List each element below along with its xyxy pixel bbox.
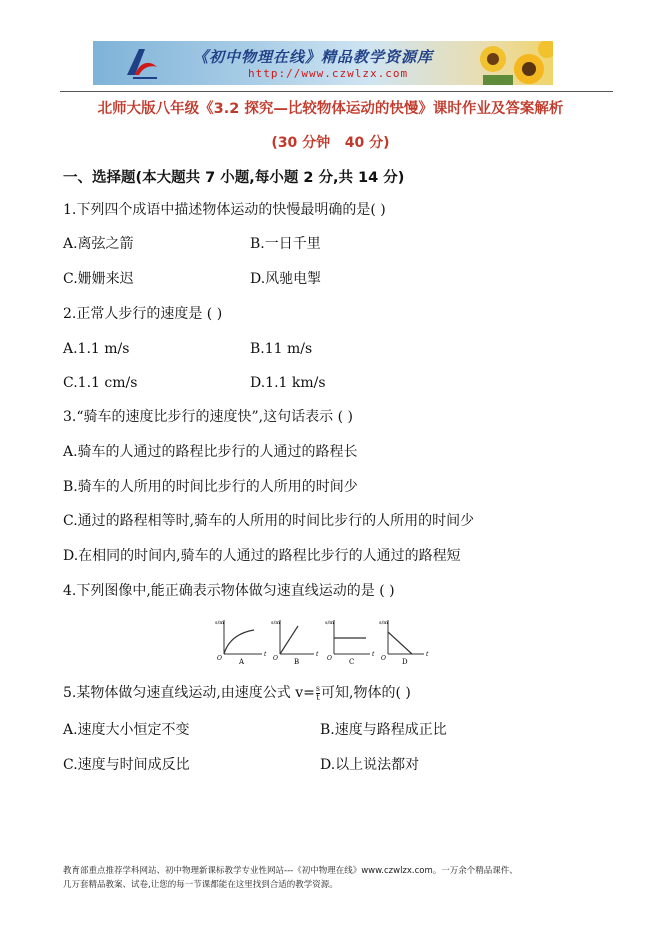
graph-a-label: A (239, 658, 245, 666)
graph-a-xaxis: t (264, 651, 267, 658)
fraction-denominator: t (316, 692, 320, 702)
motion-graphs-figure (214, 618, 434, 668)
q5-option-b: B.速度与路程成正比 (320, 722, 447, 738)
q5-option-c: C.速度与时间成反比 (63, 757, 190, 773)
document-title: 北师大版八年级《3.2 探究—比较物体运动的快慢》课时作业及答案解析 (97, 101, 564, 117)
footer-line-1: 教育部重点推荐学科网站、初中物理新课标教学专业性网站---《初中物理在线》www.czwlzx.com。一万余个精品课件、 (63, 866, 518, 876)
q5-option-a: A.速度大小恒定不变 (63, 722, 190, 738)
graph-b (271, 620, 319, 666)
graph-d-origin: O (381, 655, 386, 662)
question-4-stem: 4.下列图像中,能正确表示物体做匀速直线运动的是 ( ) (63, 583, 395, 599)
q5-option-d: D.以上说法都对 (320, 757, 420, 773)
banner-title: 《初中物理在线》精品教学资源库 (193, 48, 434, 66)
q1-option-c: C.姗姗来迟 (63, 271, 134, 287)
q5-stem-suffix: 可知,物体的( ) (321, 685, 411, 701)
graph-a (215, 620, 267, 666)
question-1-stem: 1.下列四个成语中描述物体运动的快慢最明确的是( ) (63, 202, 386, 218)
q2-option-b: B.11 m/s (250, 341, 313, 357)
graph-b-label: B (294, 658, 300, 666)
speed-formula-fraction (316, 685, 320, 702)
graph-a-yaxis: s/m (215, 620, 224, 626)
page-footer (63, 864, 623, 892)
question-5-stem (63, 684, 411, 702)
header-rule (60, 91, 613, 92)
banner-url[interactable]: http://www.czwlzx.com (248, 67, 409, 80)
q1-option-d: D.风驰电掣 (250, 271, 322, 287)
q1-option-a: A.离弦之箭 (63, 236, 134, 252)
q3-option-a: A.骑车的人通过的路程比步行的人通过的路程长 (63, 444, 358, 460)
question-2-stem: 2.正常人步行的速度是 ( ) (63, 306, 223, 322)
q3-option-c: C.通过的路程相等时,骑车的人所用的时间比步行的人所用的时间少 (63, 513, 475, 529)
graph-b-origin: O (273, 655, 278, 662)
graph-c (325, 620, 375, 666)
graph-a-origin: O (217, 655, 222, 662)
q2-option-a: A.1.1 m/s (63, 341, 130, 357)
fraction-numerator: s (315, 683, 321, 693)
graph-c-origin: O (327, 655, 332, 662)
q2-option-d: D.1.1 km/s (250, 375, 326, 391)
footer-line-2: 几万套精品教案、试卷,让您的每一节课都能在这里找到合适的教学资源。 (63, 880, 338, 890)
graph-c-label: C (349, 658, 355, 666)
q5-stem-prefix: 5.某物体做匀速直线运动,由速度公式 v= (63, 685, 315, 701)
document-subtitle: (30 分钟 40 分) (271, 135, 390, 151)
header-banner (93, 41, 553, 85)
graph-d-xaxis: t (426, 651, 429, 658)
graph-d-yaxis: s/m (379, 620, 388, 626)
question-3-stem: 3.“骑车的速度比步行的速度快”,这句话表示 ( ) (63, 409, 353, 425)
q2-option-c: C.1.1 cm/s (63, 375, 138, 391)
q1-option-b: B.一日千里 (250, 236, 321, 252)
q3-option-b: B.骑车的人所用的时间比步行的人所用的时间少 (63, 479, 358, 495)
graph-c-yaxis: s/m (325, 620, 334, 626)
section-heading: 一、选择题(本大题共 7 小题,每小题 2 分,共 14 分) (63, 170, 405, 186)
q3-option-d: D.在相同的时间内,骑车的人通过的路程比步行的人通过的路程短 (63, 548, 461, 564)
site-logo (123, 45, 161, 81)
graph-c-xaxis: t (372, 651, 375, 658)
graph-b-xaxis: t (316, 651, 319, 658)
graph-b-yaxis: s/m (271, 620, 280, 626)
graph-d-label: D (402, 658, 408, 666)
graph-d (379, 620, 429, 666)
sunflower-image (463, 41, 553, 85)
